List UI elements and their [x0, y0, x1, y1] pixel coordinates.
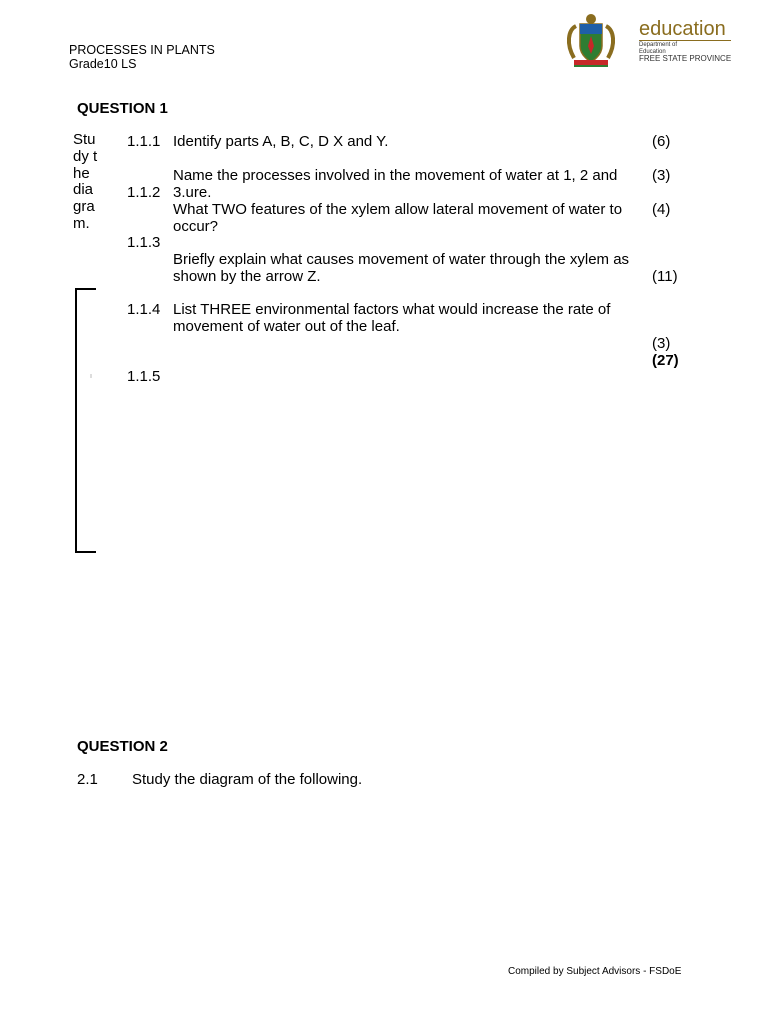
item-marks: (4): [652, 201, 671, 218]
item-number: 1.1.5: [127, 368, 161, 385]
logo-divider: [639, 40, 731, 41]
total-marks: (27): [652, 352, 679, 369]
question-2-heading: QUESTION 2: [77, 738, 168, 755]
item-text: Identify parts A, B, C, D X and Y.: [173, 133, 389, 150]
q1-instruction: Study the diagram.: [73, 131, 98, 232]
item-number: 1.1.2: [127, 184, 161, 201]
logo-province: FREE STATE PROVINCE: [639, 54, 732, 63]
diagram-fragment: [90, 374, 92, 378]
document-header: [69, 43, 215, 71]
item-marks: (3): [652, 167, 671, 184]
document-subtitle: Grade10 LS: [69, 57, 137, 71]
q2-item-text: Study the diagram of the following.: [132, 771, 363, 788]
item-text: What TWO features of the xylem allow lateral movement of water to occur?: [173, 201, 623, 235]
item-text: List THREE environmental factors what would increase the rate of movement of water out of the leaf.: [173, 301, 611, 335]
question-1-heading: QUESTION 1: [77, 100, 168, 117]
item-marks: (3): [652, 335, 671, 352]
item-text: Briefly explain what causes movement of water through the xylem as shown by the arrow Z.: [173, 251, 630, 285]
q2-item-number: 2.1: [77, 771, 98, 788]
item-number: 1.1.3: [127, 234, 161, 251]
page-footer: Compiled by Subject Advisors - FSDoE: [508, 966, 682, 977]
logo-department: Department of Education: [639, 42, 678, 55]
document-title: PROCESSES IN PLANTS: [69, 43, 215, 57]
item-text: Name the processes involved in the movement of water at 1, 2 and 3.ure.: [173, 167, 618, 201]
item-number: 1.1.1: [127, 133, 161, 150]
diagram-placeholder-frame: [75, 288, 96, 553]
logo-wordmark: education: [639, 18, 726, 40]
item-marks: (6): [652, 133, 671, 150]
item-marks: (11): [652, 268, 678, 285]
item-number: 1.1.4: [127, 301, 161, 318]
